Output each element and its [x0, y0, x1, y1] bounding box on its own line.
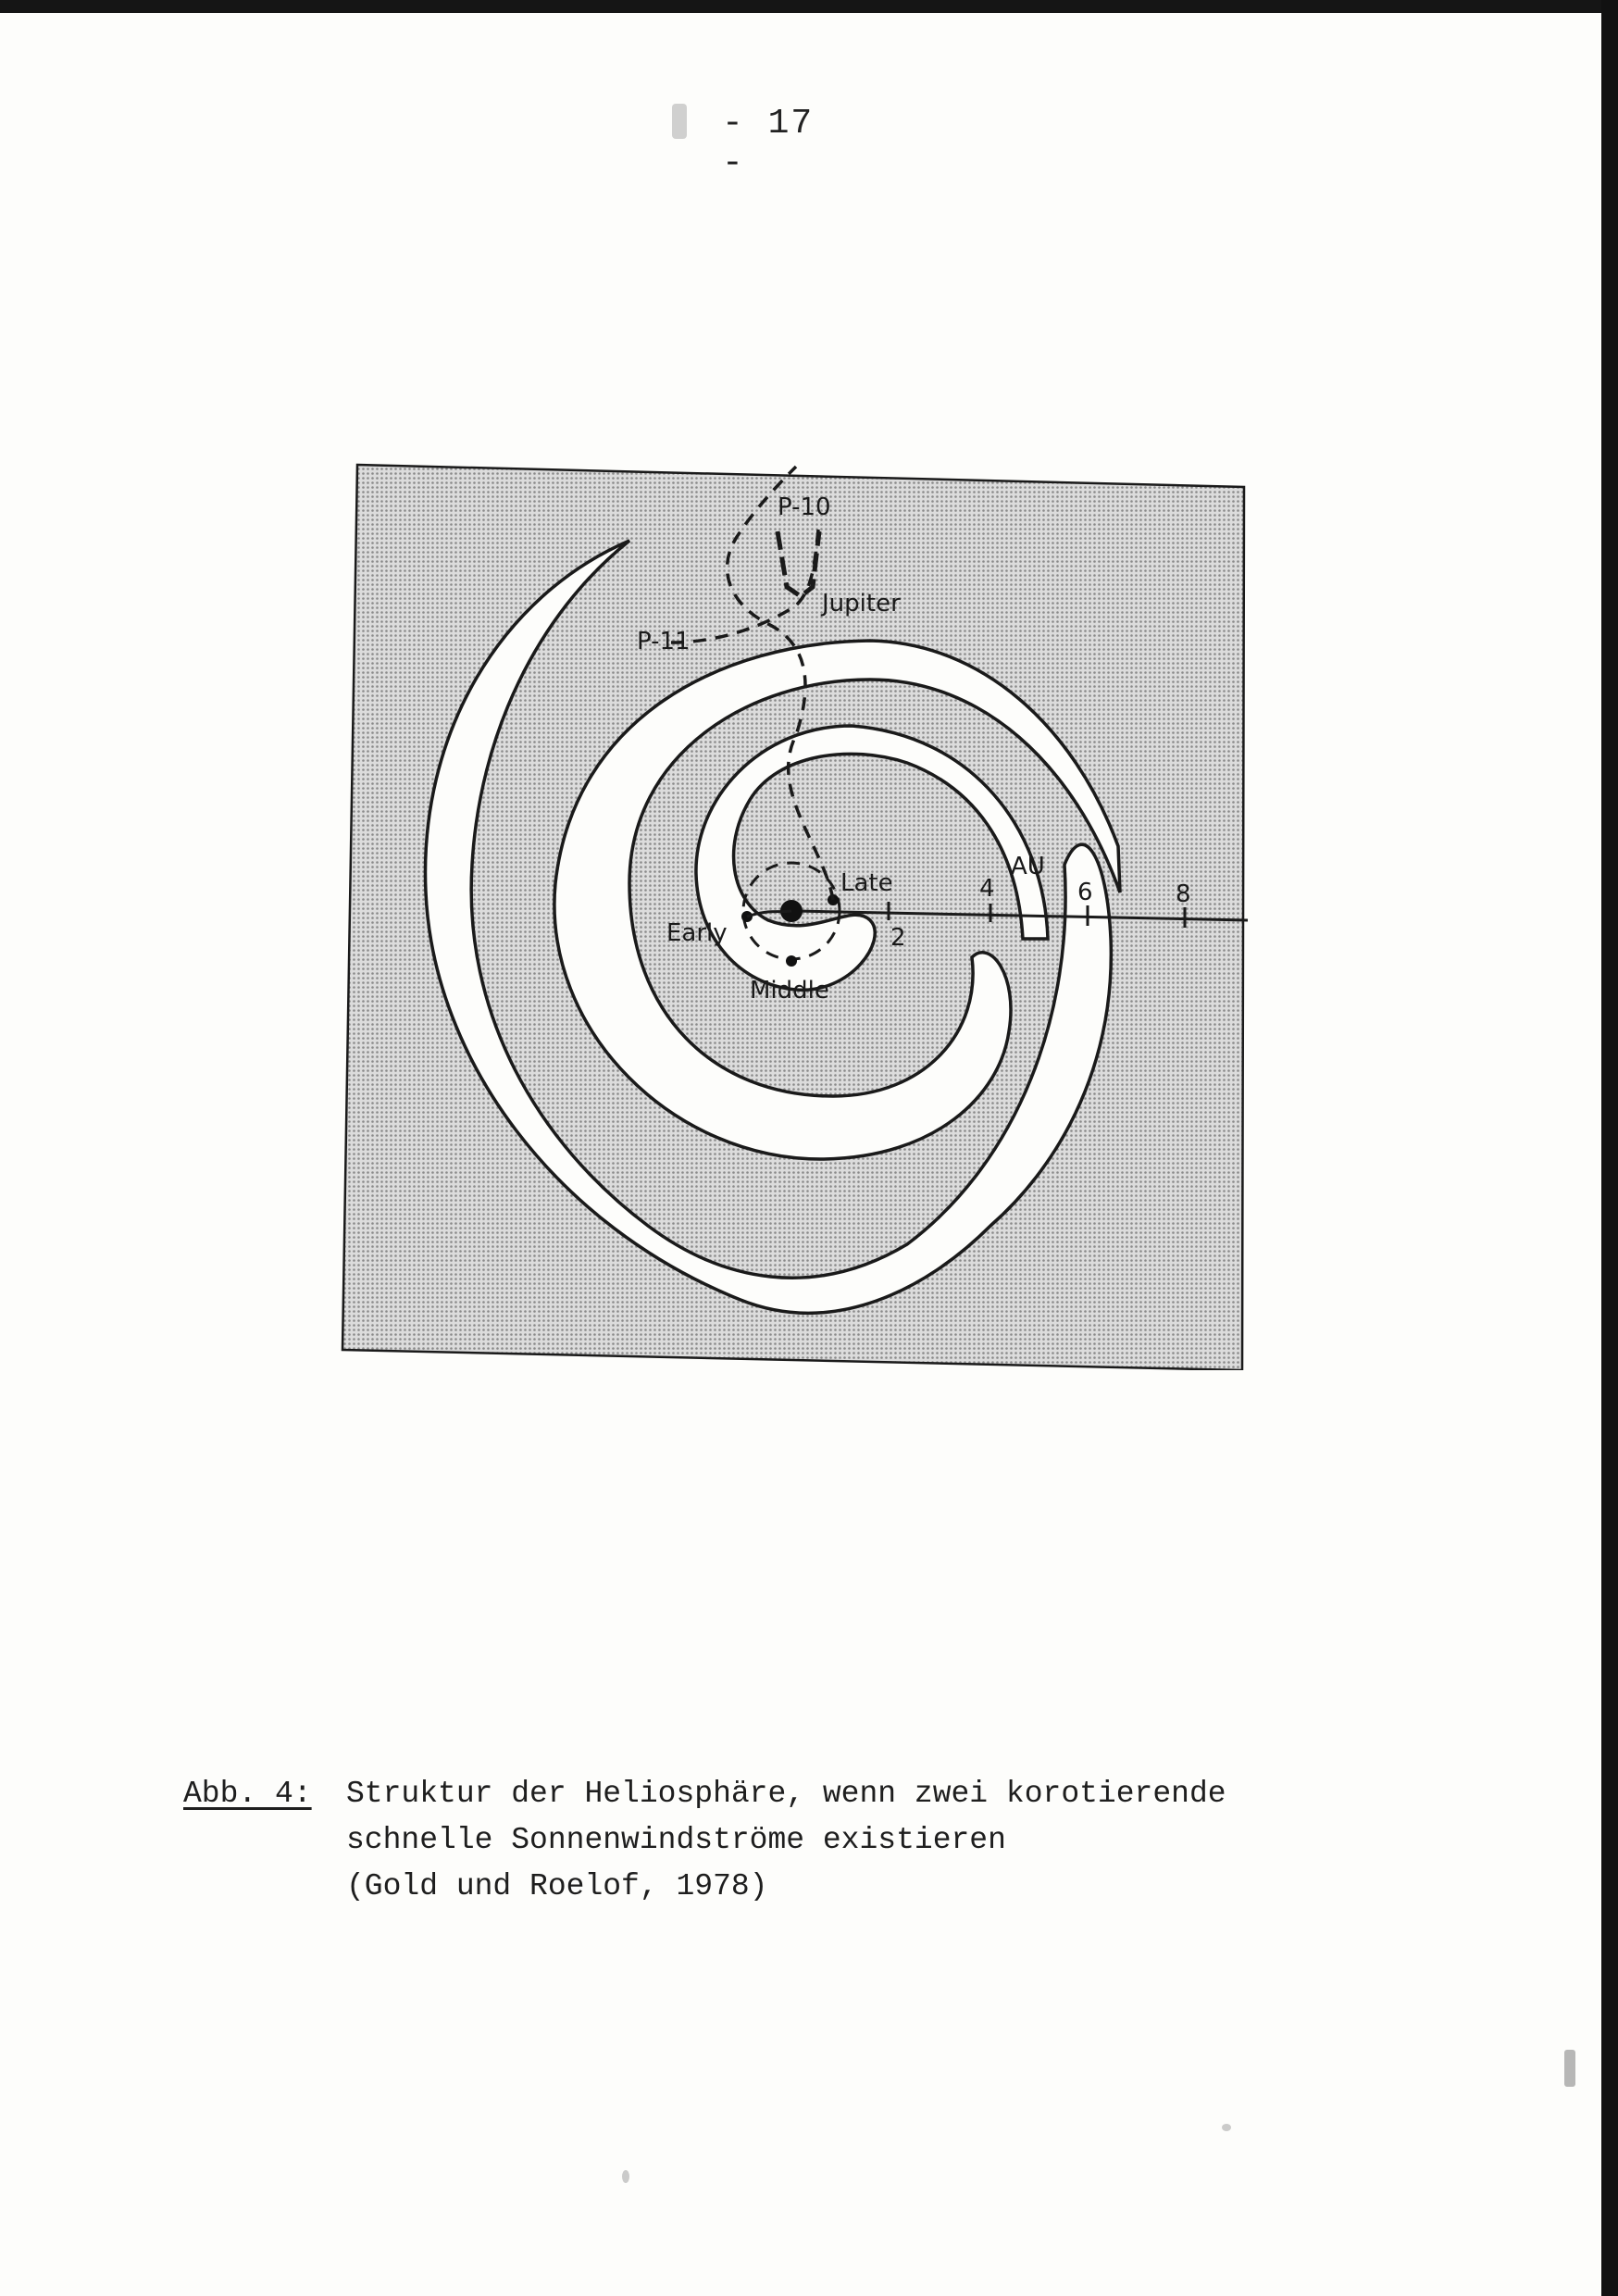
p10-label: P-10	[778, 493, 831, 521]
page-number: - 17 -	[722, 104, 815, 183]
caption-line-3: (Gold und Roelof, 1978)	[346, 1869, 768, 1903]
scan-speck	[622, 2170, 629, 2183]
p11-label: P-11	[637, 628, 691, 655]
middle-dot	[786, 955, 797, 967]
caption-line-2: schnelle Sonnenwindströme existieren	[346, 1823, 1006, 1857]
au-label: AU	[1011, 853, 1045, 880]
scan-speck	[1222, 2124, 1231, 2131]
middle-label: Middle	[750, 977, 829, 1004]
early-label: Early	[666, 919, 728, 947]
tick-label-2: 2	[890, 924, 906, 952]
caption-line-1: Struktur der Heliosphäre, wenn zwei korotierende	[346, 1777, 1226, 1811]
heliosphere-figure	[333, 457, 1259, 1370]
document-page	[0, 13, 1601, 2296]
scan-edge-right	[1601, 0, 1618, 2296]
tick-label-8: 8	[1176, 880, 1191, 908]
tick-label-6: 6	[1077, 879, 1093, 906]
jupiter-label: Jupiter	[822, 590, 901, 618]
late-label: Late	[840, 869, 893, 897]
scan-speck	[1564, 2050, 1575, 2087]
heliosphere-diagram	[333, 457, 1259, 1370]
figure-caption	[183, 1777, 1387, 1915]
caption-label: Abb. 4:	[183, 1777, 312, 1811]
scan-edge-top	[0, 0, 1618, 13]
tick-label-4: 4	[979, 875, 995, 903]
scan-smudge	[672, 104, 687, 139]
